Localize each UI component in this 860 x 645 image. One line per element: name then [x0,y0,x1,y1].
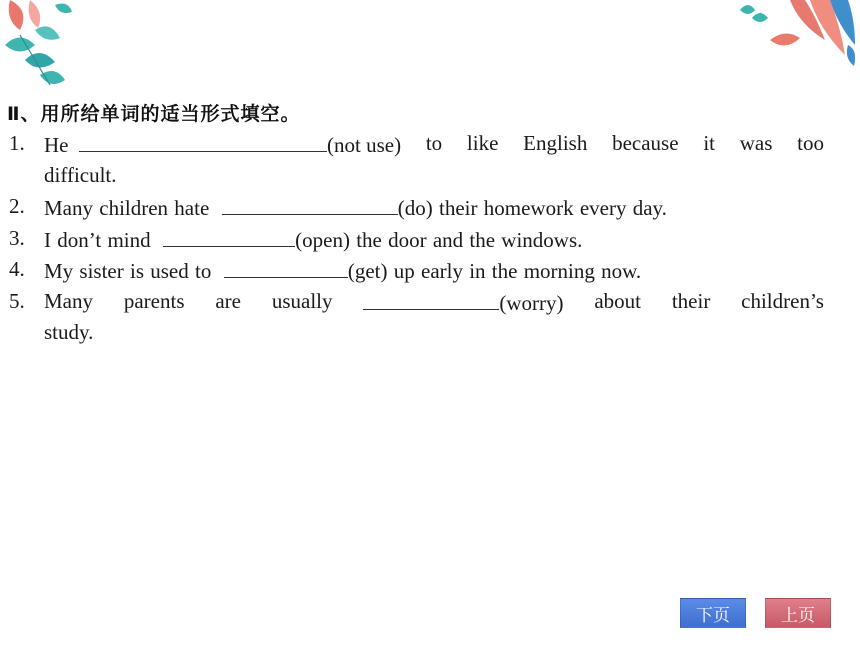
question-word: was [739,131,773,155]
question-word: their [671,288,711,313]
question-line [44,128,824,162]
word-hint: (worry) [499,290,564,315]
question-text: My sister is used to [44,259,212,283]
question-word: to [425,131,443,155]
question-line [44,191,667,225]
word-hint: (open) [295,227,350,252]
question-number: 1. [9,131,25,155]
answer-blank[interactable] [363,286,499,310]
question-number: 3. [9,225,25,250]
question-line [44,254,641,288]
prev-page-label: 上页 [781,605,815,626]
question-text: I don’t mind [44,227,151,252]
question-3 [0,223,860,255]
section-numeral: Ⅱ [7,103,21,125]
question-word: it [703,131,715,155]
question-word: too [797,131,824,155]
question-line [44,223,582,257]
question-line [44,286,824,320]
question-text: difficult. [44,162,117,187]
question-text: the door and the windows. [356,227,583,252]
question-word: English [523,131,588,155]
answer-blank[interactable] [224,254,348,278]
section-title [7,99,301,126]
question-word: Many [44,288,93,313]
question-number: 4. [9,257,25,281]
question-text: study. [44,320,94,344]
answer-blank[interactable] [163,223,295,247]
question-text: He [44,133,69,157]
word-hint: (not use) [327,133,402,157]
question-line [44,317,93,349]
question-4 [0,254,860,286]
prev-page-button[interactable] [765,598,831,628]
question-word: like [466,131,499,155]
question-number: 5. [9,288,25,313]
question-line [44,160,117,192]
answer-blank[interactable] [79,128,327,152]
section-instruction: 、用所给单词的适当形式填空。 [20,103,301,125]
question-list [0,128,860,349]
question-text: their homework every day. [439,196,667,220]
question-text: up early in the morning now. [393,259,642,283]
question-word: usually [271,288,333,313]
leaf-decoration-left [0,0,90,95]
question-word: are [215,288,241,313]
answer-blank[interactable] [222,191,398,215]
word-hint: (get) [347,259,388,283]
question-1 [0,128,860,191]
next-page-label: 下页 [696,605,730,626]
question-2 [0,191,860,223]
leaf-decoration-right [730,0,860,70]
next-page-button[interactable] [680,598,746,628]
question-word: about [594,288,641,313]
word-hint: (do) [397,196,433,220]
question-5 [0,286,860,349]
question-word: children’s [741,288,824,313]
question-word: because [612,131,679,155]
question-number: 2. [9,194,25,218]
question-text: Many children hate [44,196,210,220]
question-word: parents [123,288,185,313]
